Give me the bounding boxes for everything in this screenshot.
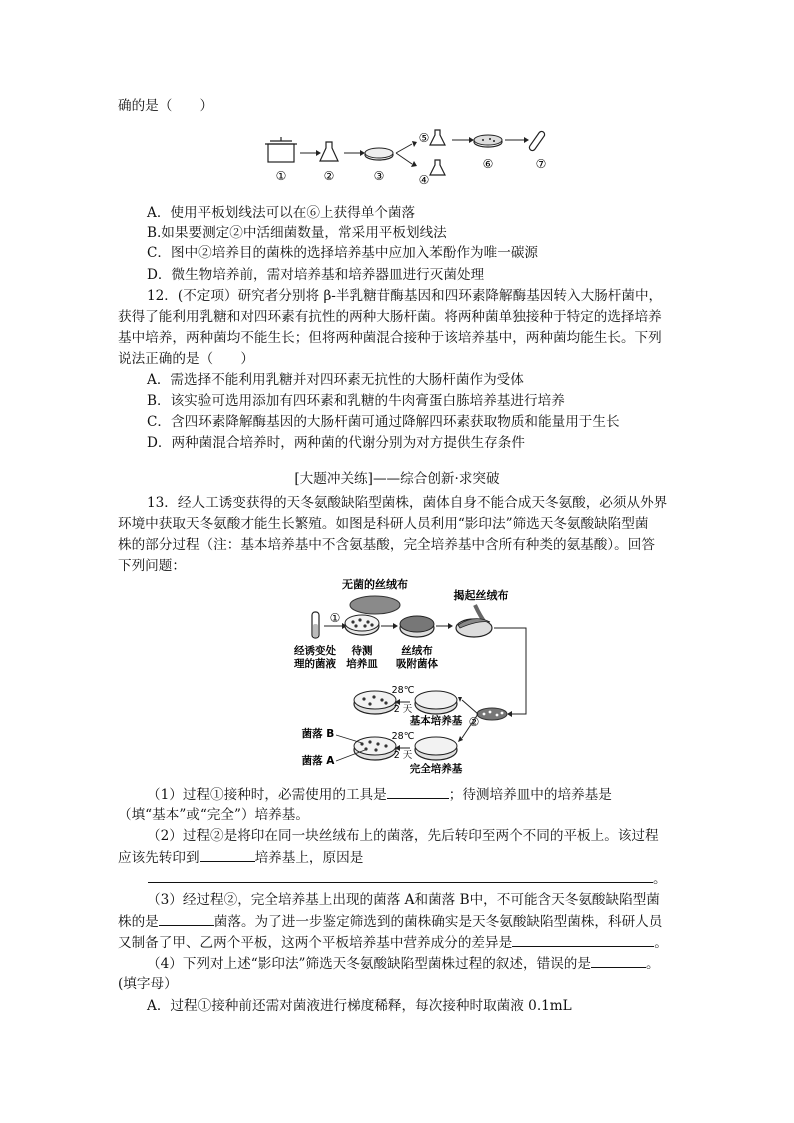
petri-dish-icon [400,616,434,637]
temp-label-2: 28℃ [391,731,415,742]
q13-stem-line-2: 环境中获取天冬氨酸才能生长繁殖。如图是科研人员利用“影印法”筛选天冬氨酸缺陷型菌 [118,516,649,532]
q13-sub1-text-c: （填“基本”或“完全”）培养基。 [118,807,309,823]
fig-label-3: ③ [373,169,385,183]
petri-dish-icon [456,619,492,637]
q11-option-b: B.如果要测定②中活细菌数量，常采用平板划线法 [147,225,447,241]
q13-sub1-text-b: ；待测培养皿中的培养基是 [448,787,612,803]
q13-sub2-text-a: （2）过程②是将印在同一块丝绒布上的菌落，先后转印至两个不同的平板上。该过程 [147,828,659,844]
petri-dish-icon [354,691,396,714]
q12-option-c: C．含四环素降解酶基因的大肠杆菌可通过降解四环素获取物质和能量用于生长 [147,414,620,430]
test-tube-icon [528,130,546,151]
complete-medium-label: 完全培养基 [409,763,463,775]
dish-label-2: 培养皿 [346,658,378,670]
dish-label-1: 待测 [351,645,373,657]
lift-velvet-label: 揭起丝绒布 [453,589,509,602]
q13-sub2-end: 。 [653,871,667,887]
q13-sub4-end: 。 [645,956,660,972]
q13-sub4-option-a: A．过程①接种前还需对菌液进行梯度稀释，每次接种时取菌液 0.1mL [147,998,572,1014]
q11-option-c: C．图中②培养目的菌株的选择培养基中应加入苯酚作为唯一碳源 [147,245,539,261]
petri-dish-icon [365,148,393,160]
q13-stem-line-1: 13．经人工诱变获得的天冬氨酸缺陷型菌株，菌体自身不能合成天冬氨酸，必须从外界 [147,495,668,511]
q13-sub3-line-2 [118,911,662,932]
section-title: [大题冲关练]——综合创新·求突破 [294,471,500,487]
answer-blank[interactable] [387,784,449,799]
answer-blank[interactable] [591,953,646,968]
absorb-label-2: 吸附菌体 [396,658,438,670]
test-tube-icon [312,612,319,638]
q13-stem-line-3: 株的部分过程（注：基本培养基中不含氨基酸，完全培养基中含所有种类的氨基酸）。回答 [118,537,655,553]
days-label-1: 2 天 [393,704,413,715]
q12-stem-line-4: 说法正确的是（ ） [118,351,254,367]
q13-sub2-text-c: 培养基上，原因是 [254,850,364,866]
basic-medium-label: 基本培养基 [409,715,463,727]
q12-option-a: A．需选择不能利用乳糖并对四环素无抗性的大肠杆菌作为受体 [147,372,524,388]
q13-sub3-line-3 [118,932,668,953]
q13-sub3-end: 。 [654,935,668,951]
answer-blank[interactable] [200,847,255,862]
q13-sub1-text-a: （1）过程①接种时，必需使用的工具是 [147,787,387,803]
tube-label-1: 经诱变处 [294,645,336,657]
q13-sub2-line-2 [118,847,363,868]
sterilizer-pot-icon [265,137,297,162]
q13-sub4-text-b: (填字母） [118,976,178,992]
velvet-colonies-icon [477,708,507,720]
fig-label-7: ⑦ [535,157,547,171]
q12-option-b: B．该实验可选用添加有四环素和乳糖的牛肉膏蛋白胨培养基进行培养 [147,393,565,409]
tube-label-2: 理的菌液 [294,658,336,670]
petri-dish-icon [415,691,457,714]
q12-option-d: D．两种菌混合培养时，两种菌的代谢分别为对方提供生存条件 [147,435,525,451]
q12-stem-line-2: 获得了能利用乳糖和对四环素有抗性的两种大肠杆菌。将两种菌单独接种于特定的选择培养 [118,309,662,325]
flask-icon [430,160,445,175]
q12-stem-line-1: 12．(不定项）研究者分别将 β-半乳糖苷酶基因和四环素降解酶基因转入大肠杆菌中， [147,288,663,304]
q13-sub3-text-a: （3）经过程②，完全培养基上出现的菌落 A和菌落 B中，不可能含天冬氨酸缺陷型菌 [147,892,660,908]
flask-icon [430,130,445,145]
colony-a-label: 菌落 A [301,755,335,767]
absorb-label-1: 丝绒布 [401,645,433,657]
temp-label-1: 28℃ [391,685,415,696]
petri-dish-icon [415,737,457,760]
q13-sub2-line-3 [148,868,667,889]
q13-replica-plating-figure [290,578,540,778]
flask-icon [320,142,338,161]
q12-stem-line-3: 基中培养，两种菌均不能生长；但将两种菌混合接种于该培养基中，两种菌均能生长。下列 [118,330,662,346]
fig-label-1: ① [275,169,287,183]
fig-label-5: ⑤ [418,131,430,145]
step2-label: ② [468,715,480,729]
q13-sub3-text-b: 株的是 [118,914,159,930]
answer-blank[interactable] [159,911,214,926]
q13-sub3-text-c: 菌落。为了进一步鉴定筛选到的菌株确实是天冬氨酸缺陷型菌株，科研人员 [213,914,663,930]
step1-label: ① [329,611,341,625]
q13-sub3-text-d: 又制备了甲、乙两个平板，这两个平板培养基中营养成分的差异是 [118,935,513,951]
q13-sub4-text-a: （4）下列对上述“影印法”筛选天冬氨酸缺陷型菌株过程的叙述，错误的是 [147,956,591,972]
petri-dish-icon [474,135,502,147]
answer-blank[interactable] [148,868,653,883]
q11-option-a: A．使用平板划线法可以在⑥上获得单个菌落 [147,205,416,221]
velvet-label: 无菌的丝绒布 [342,578,408,591]
q13-sub2-text-b: 应该先转印到 [118,850,200,866]
q11-option-d: D．微生物培养前，需对培养基和培养器皿进行灭菌处理 [147,267,485,283]
days-label-2: 2 天 [393,750,413,761]
q13-sub4-line-1 [147,953,660,974]
q11-stem: 确的是（ ） [118,98,214,114]
q11-process-figure [262,128,562,190]
fig-label-2: ② [323,169,335,183]
q13-stem-line-4: 下列问题： [118,558,186,574]
petri-dish-icon [345,615,379,635]
colony-b-label: 菌落 B [301,728,335,740]
fig-label-6: ⑥ [482,157,494,171]
velvet-cloth-icon [350,596,400,614]
petri-dish-icon [354,737,396,760]
fig-label-4: ④ [418,173,430,187]
answer-blank[interactable] [512,932,654,947]
q13-sub1-line-1 [147,784,612,805]
